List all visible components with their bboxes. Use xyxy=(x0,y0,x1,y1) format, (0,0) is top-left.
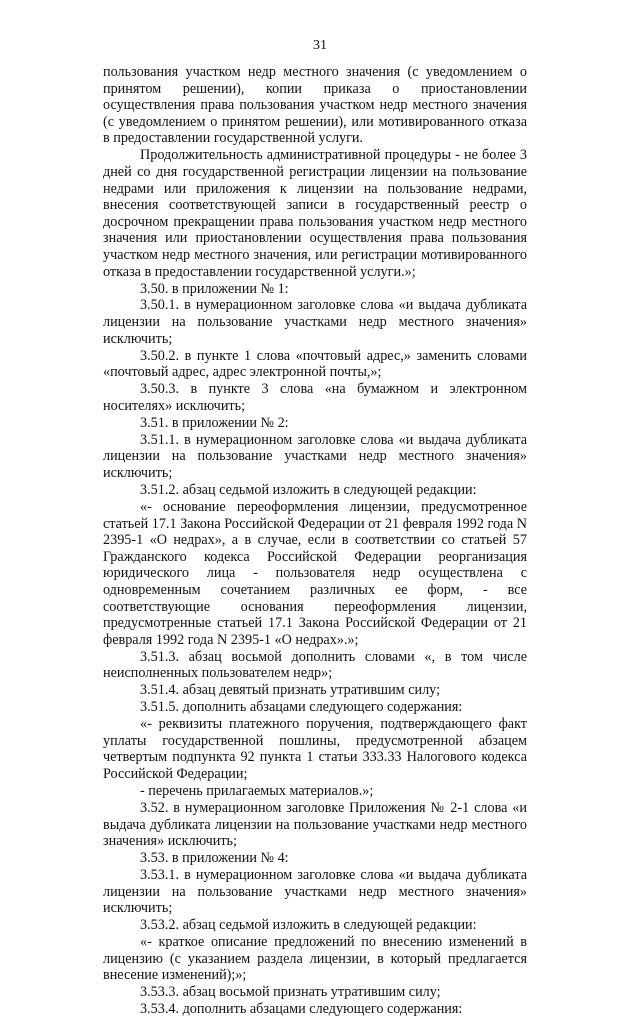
paragraph: 3.53. в приложении № 4: xyxy=(140,850,289,867)
paragraph: пользования участком недр местного значения (с уведомлением о принятом решении), копии приказа о приостановлении осуществления права пользования участком недр местного значения (с уведомлением о принятом решении), или мотивированного отказа в предоставлении государственной услуги. xyxy=(103,64,527,147)
paragraph: «- реквизиты платежного поручения, подтверждающего факт уплаты государственной пошлины, предусмотренной абзацем четвертым подпункта 92 пункта 1 статьи 333.33 Налогового кодекса Российской Федерации; xyxy=(103,716,527,783)
paragraph: 3.51. в приложении № 2: xyxy=(140,414,289,431)
paragraph: - перечень прилагаемых материалов.»; xyxy=(140,783,374,799)
paragraph: 3.51.2. абзац седьмой изложить в следующей редакции: xyxy=(140,481,477,498)
paragraph: 3.50.3. в пункте 3 слова «на бумажном и электронном носителях» исключить; xyxy=(103,381,527,414)
paragraph: «- краткое описание предложений по внесению изменений в лицензию (с указанием раздела лицензии, в который предлагается внесение изменений);»; xyxy=(103,934,527,984)
page-number: 31 xyxy=(313,38,327,53)
paragraph: Продолжительность административной процедуры - не более 3 дней со дня государственной регистрации лицензии на пользование недрами или приложения к лицензии на пользование недрами, внесения соответствующей записи в государственный реестр о досрочном прекращении права пользования участком недр местного значения или приостановлении осуществления права пользования участком недр местного значения, или регистрации мотивированного отказа в предоставлении государственной услуги.»; xyxy=(103,147,527,280)
paragraph: 3.50.1. в нумерационном заголовке слова «и выдача дубликата лицензии на пользование участками недр местного значения» исключить; xyxy=(103,297,527,347)
paragraph: 3.51.1. в нумерационном заголовке слова «и выдача дубликата лицензии на пользование участками недр местного значения» исключить; xyxy=(103,431,527,481)
paragraph: 3.51.4. абзац девятый признать утратившим силу; xyxy=(140,682,441,699)
paragraph: 3.51.5. дополнить абзацами следующего содержания: xyxy=(140,699,463,716)
paragraph: 3.52. в нумерационном заголовке Приложения № 2-1 слова «и выдача дубликата лицензии на пользование участками недр местного значения» исключить; xyxy=(103,799,527,850)
paragraph: 3.53.4. дополнить абзацами следующего содержания: xyxy=(140,1001,463,1018)
paragraph: 3.50. в приложении № 1: xyxy=(140,280,289,297)
paragraph: 3.53.2. абзац седьмой изложить в следующей редакции: xyxy=(140,917,477,934)
document-body xyxy=(103,64,527,1018)
paragraph: 3.53.3. абзац восьмой признать утратившим силу; xyxy=(140,984,441,1001)
paragraph: 3.51.3. абзац восьмой дополнить словами «, в том числе неисполненных пользователем недр»; xyxy=(103,648,527,682)
paragraph: «- основание переоформления лицензии, предусмотренное статьей 17.1 Закона Российской Федерации от 21 февраля 1992 года N 2395-1 «О недрах», а в случае, если в соответствии со статьей 57 Гражданского кодекса Российской Федерации реорганизация юридического лица - пользователя недр осуществлена с одновременным сочетанием различных ее форм, - все соответствующие основания переоформления лицензии, предусмотренные статьей 17.1 Закона Российской Федерации от 21 февраля 1992 года N 2395-1 «О недрах».»; xyxy=(103,498,527,648)
paragraph: 3.50.2. в пункте 1 слова «почтовый адрес,» заменить словами «почтовый адрес, адрес электронной почты,»; xyxy=(103,347,527,381)
paragraph: 3.53.1. в нумерационном заголовке слова «и выдача дубликата лицензии на пользование участками недр местного значения» исключить; xyxy=(103,867,527,917)
